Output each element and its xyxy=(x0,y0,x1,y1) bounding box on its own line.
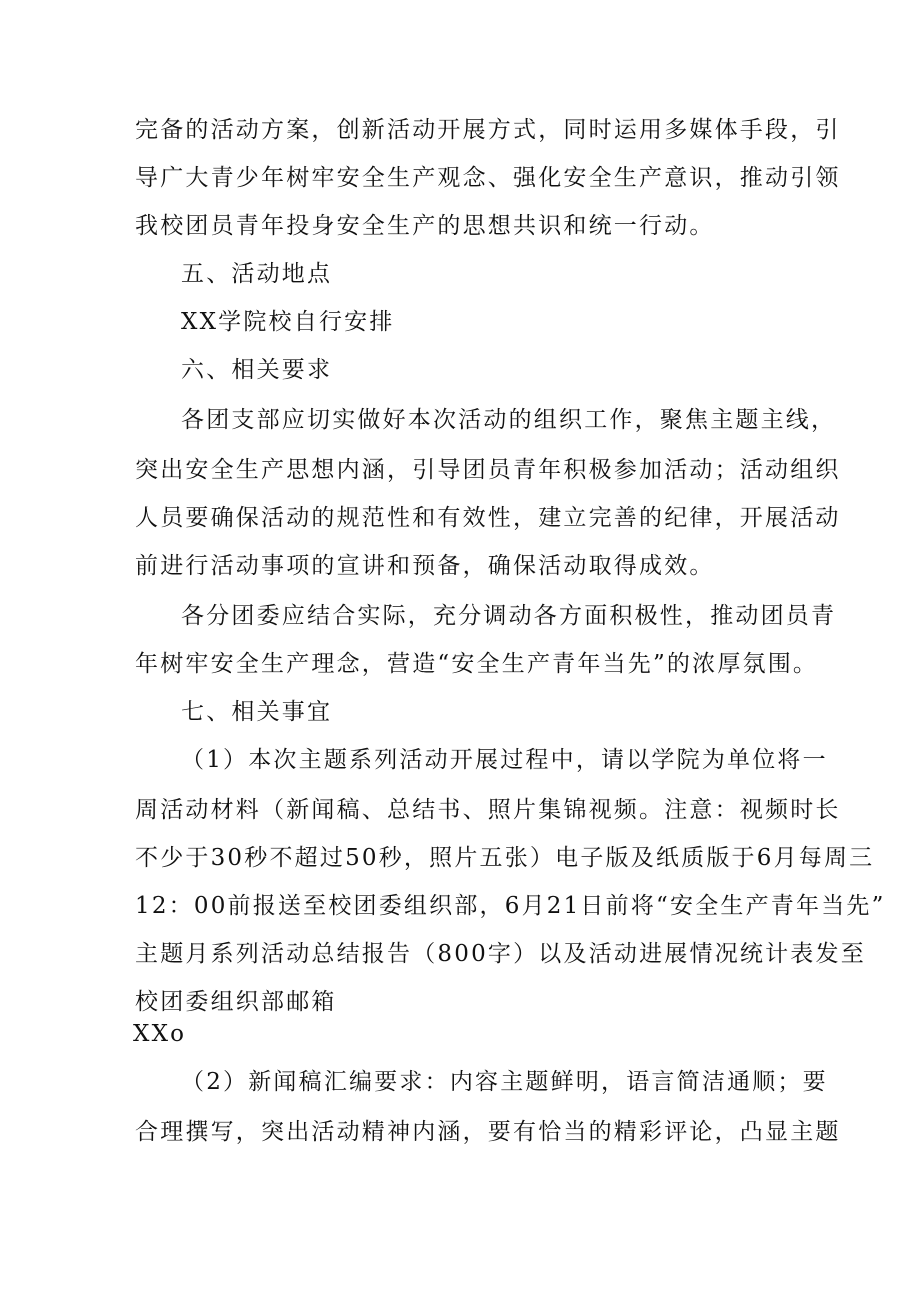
paragraph-line: 周活动材料（新闻稿、总结书、照片集锦视频。注意：视频时长 xyxy=(135,797,841,823)
paragraph-line: 前进行活动事项的宣讲和预备，确保活动取得成效。 xyxy=(135,553,715,579)
paragraph-line: 年树牢安全生产理念，营造“安全生产青年当先”的浓厚氛围。 xyxy=(135,651,819,677)
paragraph-line: 各分团委应结合实际，充分调动各方面积极性，推动团员青 xyxy=(181,603,837,629)
paragraph-line: （1）本次主题系列活动开展过程中，请以学院为单位将一 xyxy=(181,747,828,773)
section-heading: 七、相关事宜 xyxy=(181,699,333,725)
paragraph-line: 合理撰写，突出活动精神内涵，要有恰当的精彩评论，凸显主题 xyxy=(135,1119,841,1145)
paragraph-line: XXo xyxy=(133,1021,187,1047)
paragraph-line: 各团支部应切实做好本次活动的组织工作，聚焦主题主线， xyxy=(181,407,837,433)
paragraph-line: 我校团员青年投身安全生产的思想共识和统一行动。 xyxy=(135,213,715,239)
paragraph-line: （2）新闻稿汇编要求：内容主题鲜明，语言简洁通顺；要 xyxy=(181,1069,828,1095)
paragraph-line: XX学院校自行安排 xyxy=(181,309,395,335)
paragraph-line: 主题月系列活动总结报告（800字）以及活动进展情况统计表发至 xyxy=(135,941,866,967)
paragraph-line: 12：00前报送至校团委组织部，6月21日前将“安全生产青年当先” xyxy=(135,893,886,919)
paragraph-line: 突出安全生产思想内涵，引导团员青年积极参加活动；活动组织 xyxy=(135,457,841,483)
paragraph-line: 校团委组织部邮箱 xyxy=(135,989,337,1015)
paragraph-line: 不少于30秒不超过50秒，照片五张）电子版及纸质版于6月每周三 xyxy=(135,845,875,871)
paragraph-line: 导广大青少年树牢安全生产观念、强化安全生产意识，推动引领 xyxy=(135,165,841,191)
section-heading: 五、活动地点 xyxy=(181,261,333,287)
paragraph-line: 人员要确保活动的规范性和有效性，建立完善的纪律，开展活动 xyxy=(135,505,841,531)
paragraph-line: 完备的活动方案，创新活动开展方式，同时运用多媒体手段，引 xyxy=(135,117,841,143)
section-heading: 六、相关要求 xyxy=(181,357,333,383)
